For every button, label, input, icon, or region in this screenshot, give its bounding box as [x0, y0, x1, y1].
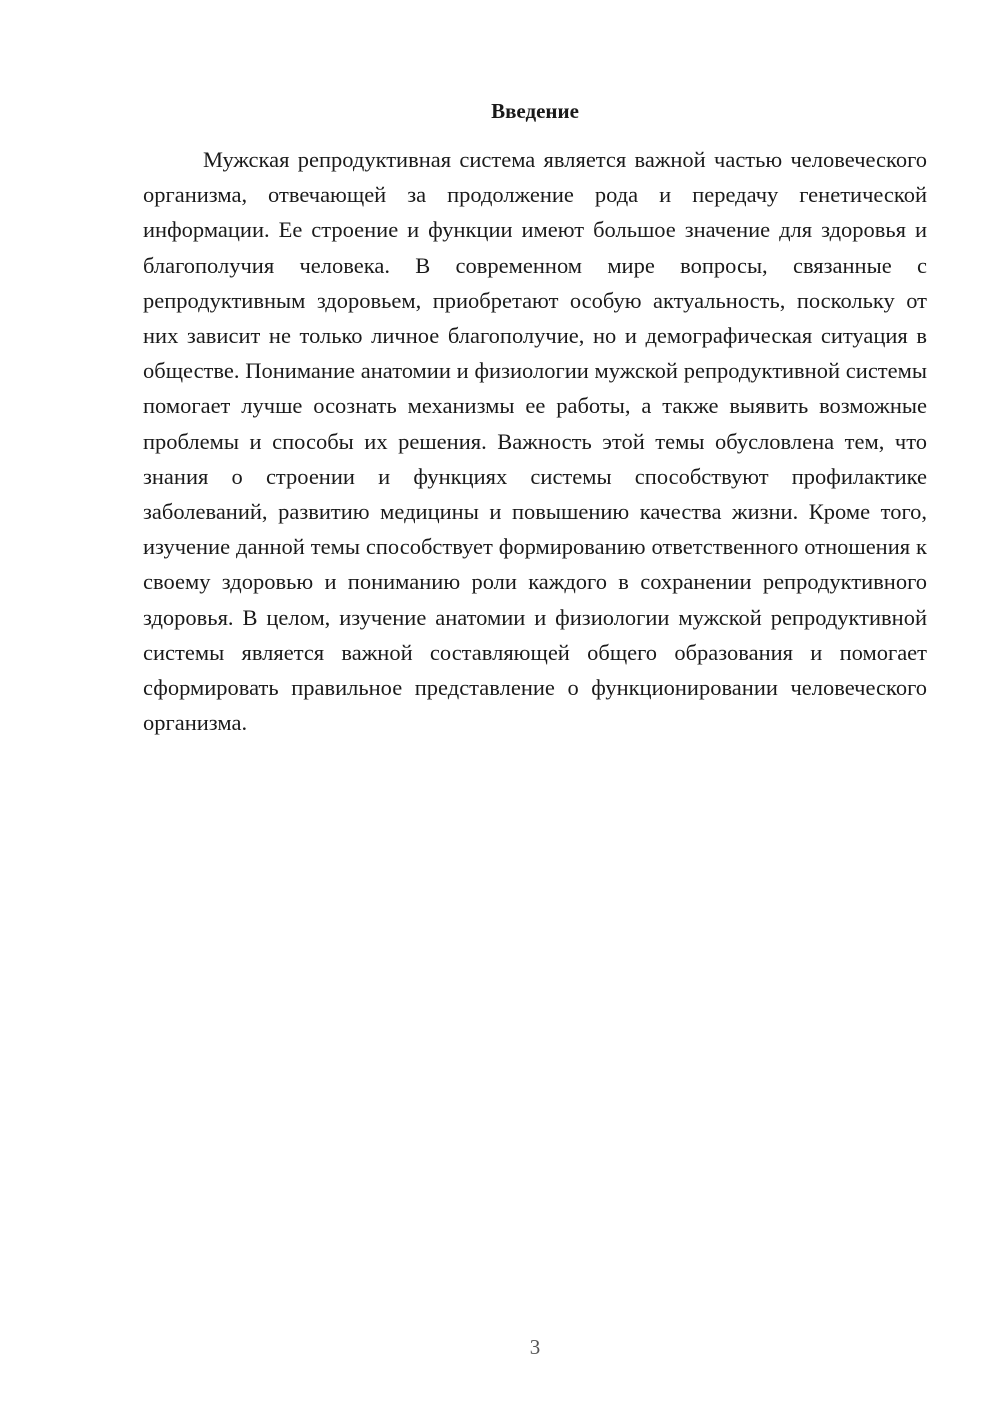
introduction-paragraph: Мужская репродуктивная система является важной частью человеческого организма, отвечающей за продолжение рода и передачу генетической информации. Ее строение и функции имеют большое значение для здоровья и благополучия человека. В современном мире вопросы, связанные с репродуктивным здоровьем, приобретают особую актуальность, поскольку от них зависит не только личное благополучие, но и демографическая ситуация в обществе. Понимание анатомии и физиологии мужской репродуктивной системы помогает лучше осознать механизмы ее работы, а также выявить возможные проблемы и способы их решения. Важность этой темы обусловлена тем, что знания о строении и функциях системы способствуют профилактике заболеваний, развитию медицины и повышению качества жизни. Кроме того, изучение данной темы способствует формированию ответственного отношения к своему здоровью и пониманию роли каждого в сохранении репродуктивного здоровья. В целом, изучение анатомии и физиологии мужской репродуктивной системы является важной составляющей общего образования и помогает сформировать правильное представление о функционировании человеческого организма. [143, 147, 927, 736]
page-number: 3 [529, 1335, 541, 1359]
section-heading: Введение [491, 99, 579, 123]
